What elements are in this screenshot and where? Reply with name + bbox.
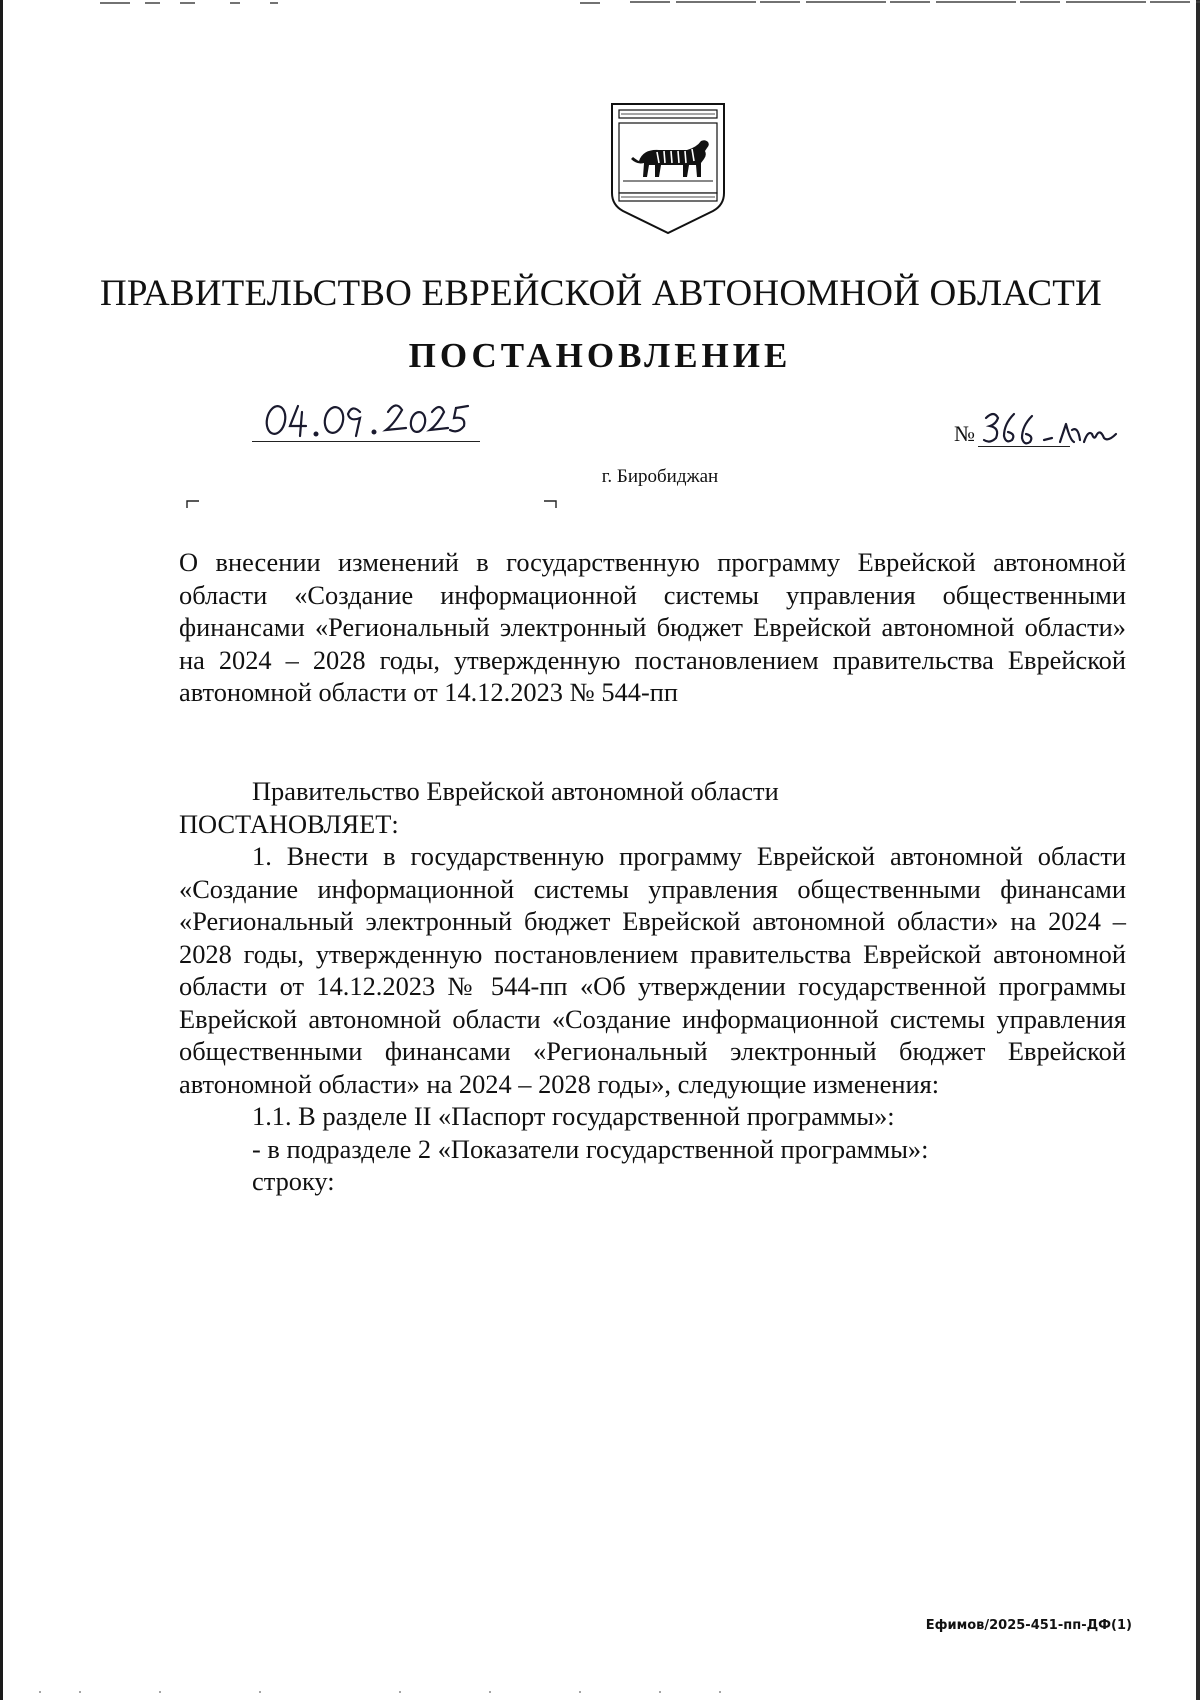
resolves-heading: ПОСТАНОВЛЯЕТ: <box>179 808 399 839</box>
coat-of-arms-tiger-icon <box>609 101 727 237</box>
document-type-heading: ПОСТАНОВЛЕНИЕ <box>408 336 792 375</box>
document-registration-code: Ефимов/2025-451-пп-ДФ(1) <box>925 1618 1132 1633</box>
item-1: 1. Внести в государственную программу Еврейской автономной области «Создание информационной системы управления общественными финансами «Региональный электронный бюджет Еврейской автономной области» на 2024 – 2028 годы, утвержденную постановлением правительства Еврейской автономной области от 14.12.2023 № 544-пп «Об утверждении государственной программы Еврейской автономной области «Создание информационной системы управления общественными финансами «Региональный электронный бюджет Еврейской автономной области» на 2024 – 2028 годы», следующие изменения: <box>179 841 1126 1099</box>
number-sign: № <box>954 421 975 446</box>
item-1-1: 1.1. В разделе II «Паспорт государственной программы»: <box>252 1101 895 1131</box>
government-title: ПРАВИТЕЛЬСТВО ЕВРЕЙСКОЙ АВТОНОМНОЙ ОБЛАСТИ <box>100 273 1102 314</box>
item-1-1-row: строку: <box>252 1166 335 1196</box>
preamble-line: Правительство Еврейской автономной области <box>252 776 779 806</box>
city-name: г. Биробиджан <box>601 466 719 487</box>
handwritten-date <box>262 390 472 444</box>
document-body <box>179 775 1126 1198</box>
scan-edge-left <box>0 0 3 1700</box>
scan-top-artifact <box>100 0 1200 6</box>
corner-bracket-left-icon <box>186 500 200 508</box>
number-underline <box>978 446 1070 447</box>
date-underline <box>252 441 480 442</box>
scan-edge-right <box>1196 0 1200 1700</box>
item-1-1-subsection: - в подразделе 2 «Показатели государственной программы»: <box>252 1133 929 1164</box>
document-subject: О внесении изменений в государственную программу Еврейской автономной области «Создание информационной системы управления общественными финансами «Региональный электронный бюджет Еврейской автономной области» на 2024 – 2028 годы, утвержденную постановлением правительства Еврейской автономной области от 14.12.2023 № 544-пп <box>179 547 1126 707</box>
scan-bottom-artifact <box>20 1688 1180 1696</box>
corner-bracket-right-icon <box>543 500 557 508</box>
